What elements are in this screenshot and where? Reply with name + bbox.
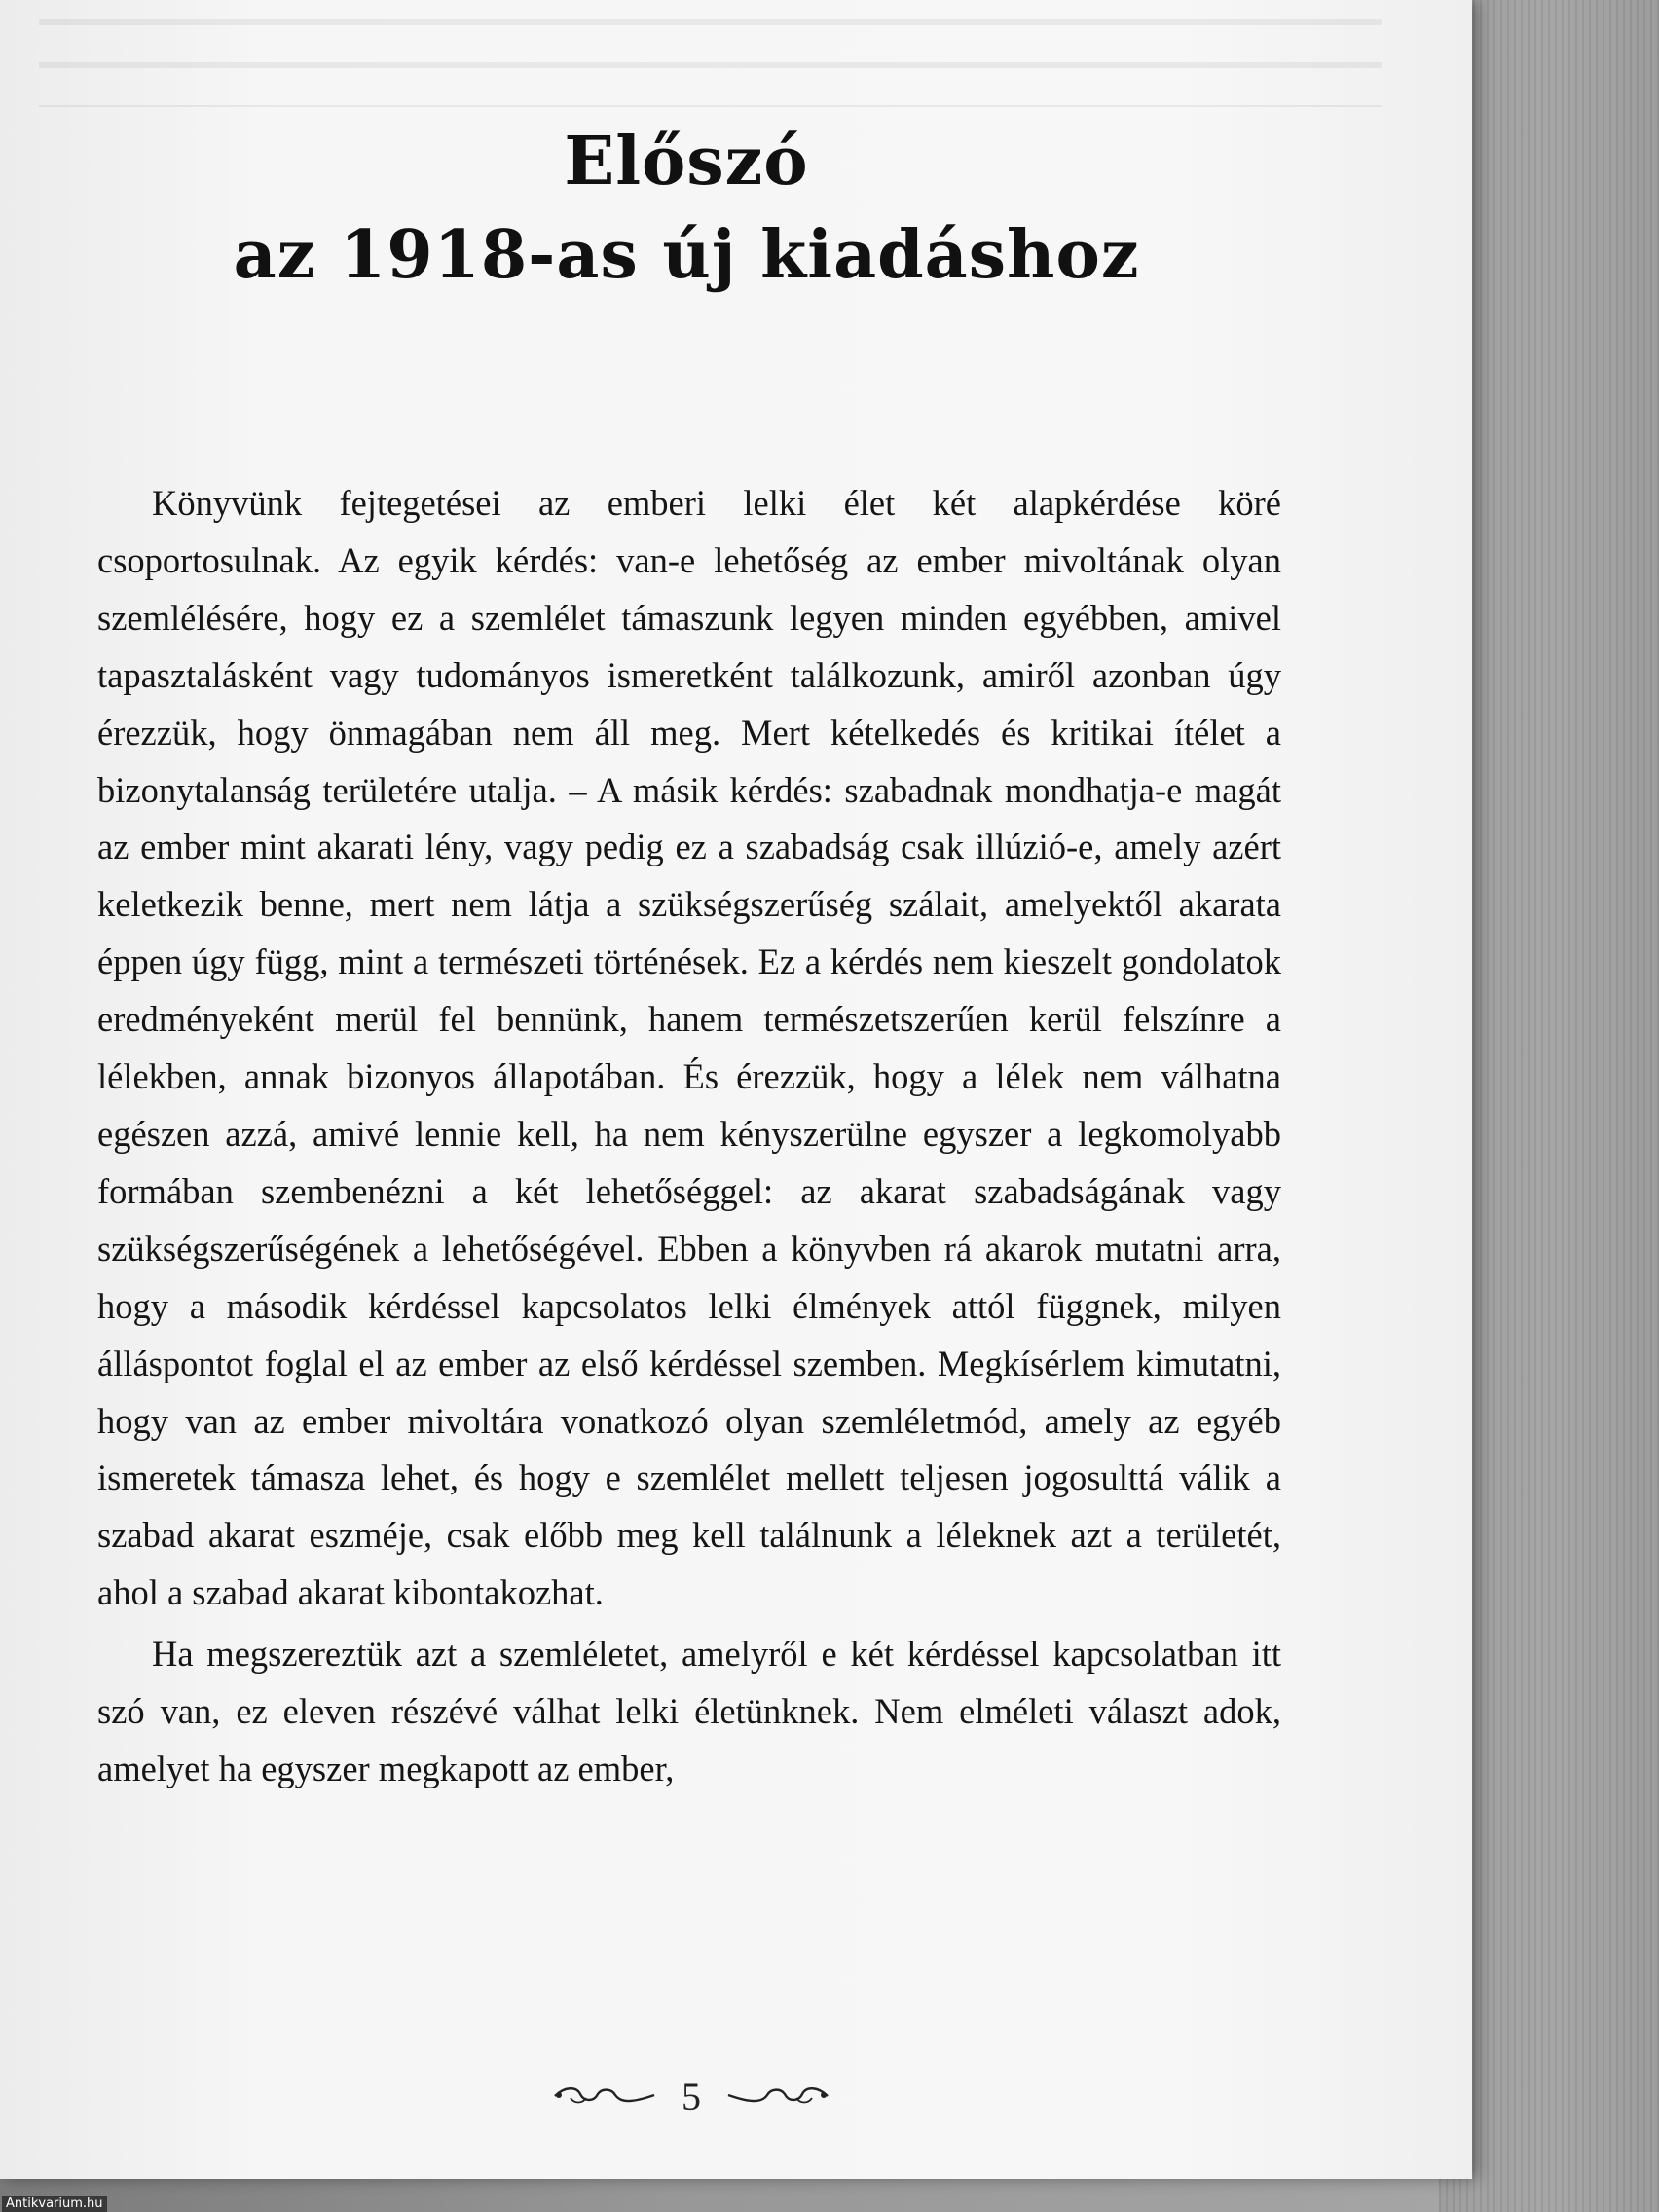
right-ornament-icon [724,2070,831,2124]
paragraph-2: Ha megszereztük azt a szemléletet, amelyről e két kérdéssel kapcsolatban itt szó van, ez eleven részévé válhat lelki életünknek. Nem elméleti választ adok, amelyet ha egyszer megkapott az ember, [97,1634,1281,1788]
paragraph-1: Könyvünk fejtegetései az emberi lelki élet két alapkérdése köré csoportosulnak. Az egyik kérdés: van-e lehetőség az ember mivoltának olyan szemlélésére, hogy ez a szemlélet támaszunk legyen minden egyébben, amivel tapasztalásként vagy tudományos ismeretként találkozunk, amiről azonban úgy érezzük, hogy önmagában nem áll meg. Mert kételkedés és kritikai ítélet a bizonytalanság területére utalja. – A másik kérdés: szabadnak mondhatja-e magát az ember mint akarati lény, vagy pedig ez a szabadság csak illúzió-e, amely azért keletkezik benne, mert nem látja a szükségszerűség szálait, amelyektől akarata éppen úgy függ, mint a természeti történések. Ez a kérdés nem kieszelt gondolatok eredményeként merül fel bennünk, hanem természetszerűen kerül felszínre a lélekben, annak bizonyos állapotában. És érezzük, hogy a lélek nem válhatna egészen azzá, amivé lennie kell, ha nem kényszerülne egyszer a legkomolyabb formában szembenézni a két lehetőséggel: az akarat szabadságának vagy szükségszerűségének a lehetőségével. Ebben a könyvben rá akarok mutatni arra, hogy a második kérdéssel kapcsolatos lelki élmények attól függnek, milyen álláspontot foglal el az ember az első kérdéssel szemben. Megkísérlem kimutatni, hogy van az ember mivoltára vonatkozó olyan szemléletmód, amely az egyéb ismeretek támasza lehet, és hogy e szemlélet mellett teljesen jogosulttá válik a szabad akarat eszméje, csak előbb meg kell találnunk a léleknek azt a területét, ahol a szabad akarat kibontakozhat. [97,483,1281,1613]
chapter-title [0,115,1373,302]
show-through-text [39,19,1382,107]
title-line-2: az 1918-as új kiadáshoz [233,216,1140,294]
left-ornament-icon [551,2070,658,2124]
page-footer [0,2066,1382,2124]
page-number: 5 [682,2074,701,2119]
body-text [97,475,1281,1798]
title-line-1: Előszó [564,123,809,201]
watermark: Antikvarium.hu [2,2196,107,2212]
